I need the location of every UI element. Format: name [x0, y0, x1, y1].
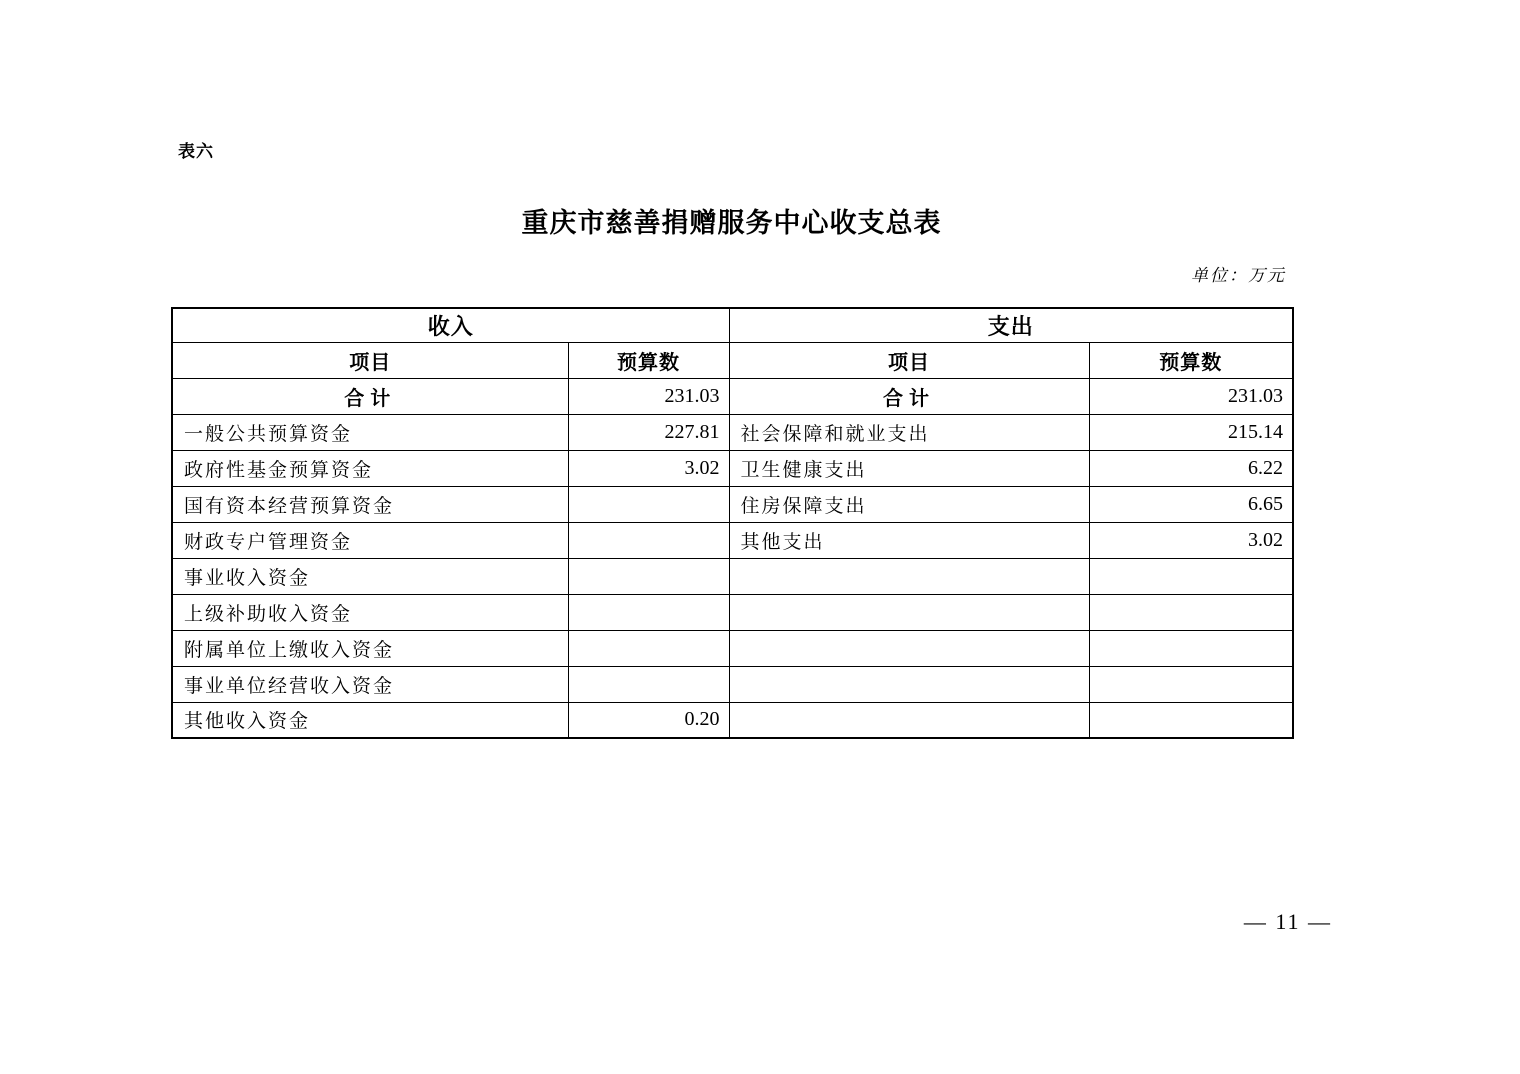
income-item-cell: 财政专户管理资金 — [172, 522, 568, 558]
expense-item-cell: 合计 — [729, 378, 1089, 414]
section-header-row — [172, 308, 1293, 342]
column-header-row — [172, 342, 1293, 378]
expense-budget-header: 预算数 — [1089, 342, 1293, 378]
expense-item-cell — [729, 558, 1089, 594]
table-row-total — [172, 378, 1293, 414]
expense-value-cell — [1089, 558, 1293, 594]
expense-item-cell: 卫生健康支出 — [729, 450, 1089, 486]
expense-item-cell — [729, 594, 1089, 630]
income-item-header: 项目 — [172, 342, 568, 378]
table-row — [172, 630, 1293, 666]
income-value-cell — [568, 666, 729, 702]
expense-value-cell — [1089, 630, 1293, 666]
table-row — [172, 558, 1293, 594]
unit-note: 单位：万元 — [1191, 266, 1286, 285]
income-section-header: 收入 — [172, 308, 729, 342]
income-value-cell: 0.20 — [568, 702, 729, 738]
income-expense-table — [171, 307, 1294, 739]
table-row — [172, 522, 1293, 558]
table-label: 表六 — [178, 142, 214, 161]
table-row — [172, 486, 1293, 522]
expense-item-cell: 社会保障和就业支出 — [729, 414, 1089, 450]
income-budget-header: 预算数 — [568, 342, 729, 378]
income-item-cell: 一般公共预算资金 — [172, 414, 568, 450]
income-value-cell — [568, 630, 729, 666]
expense-value-cell: 231.03 — [1089, 378, 1293, 414]
income-item-cell: 事业收入资金 — [172, 558, 568, 594]
expense-value-cell: 6.65 — [1089, 486, 1293, 522]
expense-item-cell: 其他支出 — [729, 522, 1089, 558]
table-row — [172, 666, 1293, 702]
page-title: 重庆市慈善捐赠服务中心收支总表 — [521, 208, 942, 238]
expense-item-cell — [729, 666, 1089, 702]
income-value-cell — [568, 486, 729, 522]
income-value-cell: 3.02 — [568, 450, 729, 486]
expense-value-cell: 3.02 — [1089, 522, 1293, 558]
expense-item-cell — [729, 630, 1089, 666]
table-row — [172, 414, 1293, 450]
income-value-cell: 231.03 — [568, 378, 729, 414]
table-row — [172, 450, 1293, 486]
table-row — [172, 702, 1293, 738]
income-value-cell: 227.81 — [568, 414, 729, 450]
table-row — [172, 594, 1293, 630]
expense-section-header: 支出 — [729, 308, 1293, 342]
expense-value-cell — [1089, 594, 1293, 630]
page-number: — 11 — — [1243, 909, 1332, 934]
income-item-cell: 国有资本经营预算资金 — [172, 486, 568, 522]
expense-item-header: 项目 — [729, 342, 1089, 378]
expense-value-cell: 6.22 — [1089, 450, 1293, 486]
income-item-cell: 合计 — [172, 378, 568, 414]
expense-item-cell: 住房保障支出 — [729, 486, 1089, 522]
expense-value-cell — [1089, 702, 1293, 738]
income-item-cell: 其他收入资金 — [172, 702, 568, 738]
income-value-cell — [568, 522, 729, 558]
expense-item-cell — [729, 702, 1089, 738]
income-item-cell: 附属单位上缴收入资金 — [172, 630, 568, 666]
income-value-cell — [568, 594, 729, 630]
income-value-cell — [568, 558, 729, 594]
income-item-cell: 上级补助收入资金 — [172, 594, 568, 630]
income-item-cell: 政府性基金预算资金 — [172, 450, 568, 486]
expense-value-cell — [1089, 666, 1293, 702]
income-item-cell: 事业单位经营收入资金 — [172, 666, 568, 702]
expense-value-cell: 215.14 — [1089, 414, 1293, 450]
